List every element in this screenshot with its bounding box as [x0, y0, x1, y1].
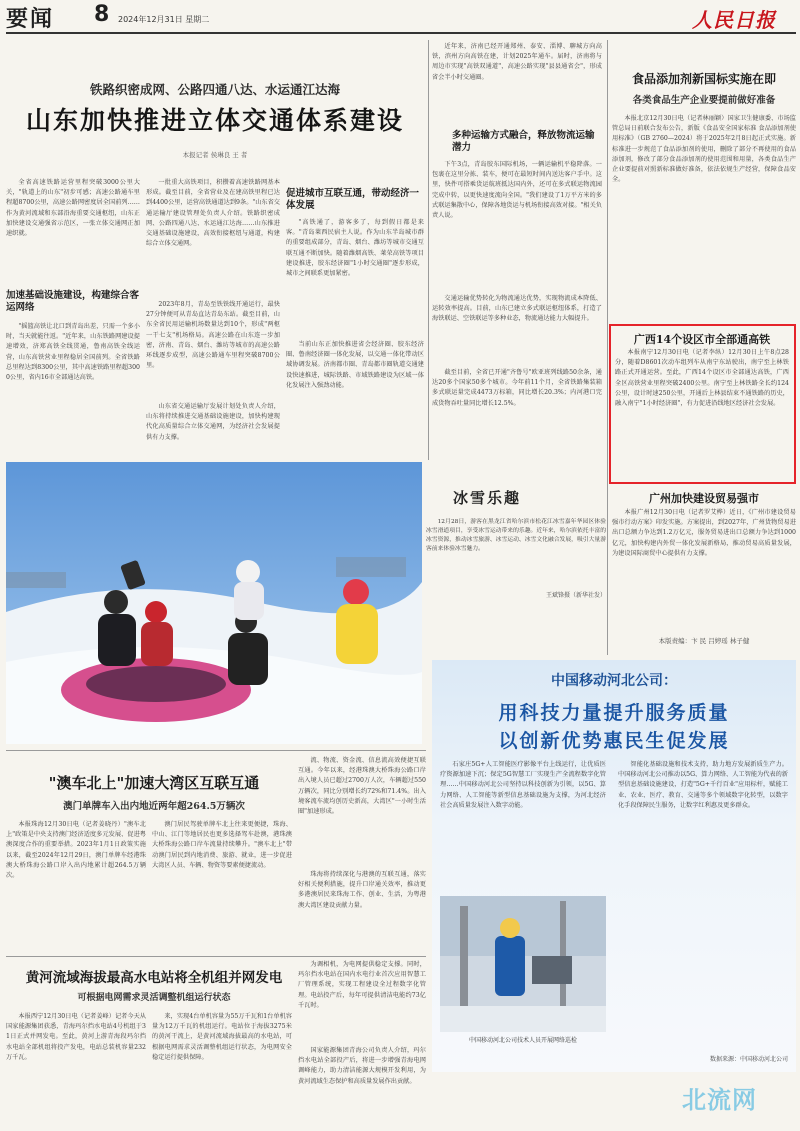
lead-column-4d: 截至目前，全省已开通"齐鲁号"欧亚班列线路50余条，通达20多个国家50多个城市。今年前11个月，全省铁路集装箱多式联运量完成4473万标箱，同比增长20.3%；内河港口完成货物吞吐量同比增长12.5%。	[432, 369, 602, 407]
lead-intro: 全省高速铁路运营里程突破3000公里大关，"轨道上的山东"初步可感；高速公路通车里程超8700公里，高速公路网密度居全国前列……作为黄河流域和东部沿海重要交通枢纽，山东正加快建设交通强省示范区，一张立体交通网正加速织就。	[6, 179, 140, 238]
ad-headline-line-2: 以创新优势惠民生促发展	[498, 730, 730, 752]
highlighted-article-box	[609, 324, 796, 484]
lead-column-2c: 山东省交通运输厅发展计划处负责人介绍，山东将持续推进交通基础设施建设，加快构建现代化高质量综合立体交通网，为经济社会发展提供有力支撑。	[146, 403, 280, 441]
lead-column-4b: 下午3点，青岛胶东国际机场，一辆运输机平稳降落。一包裹在这里分拣、装车，便可在最短时间内送达客户手中。这里，快件可搭乘货运航班抵达国内外，还可在多式联运物流园完成中转，以更快速度流向全国。"我们建设了1万平方米的多式联运集散中心，保障各地货运与机场衔接高效对接。"相关负责人说。	[432, 161, 602, 220]
hydro-column-3: 为调相机，为电网提供稳定支撑。同时，玛尔挡水电站在国内水电行业首次应用智慧工厂管理系统，实现工程建设全过程数字化管理。电站投产后，每年可提供清洁电能约73亿千瓦时。	[298, 961, 426, 1009]
lead-column-2: 一批重大高铁项目，积攒着高速铁路网基本形成。截至目前，全省营业及在建高铁里程已达到4400公里，运营高铁通道达到9条。"山东省交通运输厅建设管理处负责人介绍。铁路织密成网、公路四通八达、水运通江达海……山东推进交通基础设施建设，高效衔接枢纽与通道，构建综合立体交通网。	[146, 179, 280, 248]
newspaper-logo: 人民日报	[692, 8, 776, 32]
macau-column-4: 珠海将持续深化与港澳的互联互通，落实好相关便利措施，提升口岸通关效率，推动更多港澳居民来珠海工作、创业、生活，为粤港澳大湾区建设贡献力量。	[298, 871, 426, 909]
snow-photo-title: 冰雪乐趣	[453, 489, 522, 507]
food-body: 本报北京12月30日电（记者林丽颖）国家卫生健康委、市场监管总局日前联合发布公告，新版《食品安全国家标准 食品添加剂使用标准》（GB 2760—2024）将于2025年2月8日起正式实施。新标准进一步规范了食品添加剂的使用，删除了部分不再使用的食品添加剂，修改了部分食品添加剂的使用范围和用量，各类食品生产企业要提前对照新标准做好准备，依法依规生产经营，保障食品安全。	[612, 115, 796, 184]
snow-photo-illustration	[6, 462, 422, 744]
header-rule	[6, 32, 796, 34]
lead-column-3: "高铁通了，游客多了，每到假日都是来客。"青岛莱西民宿主人说。作为山东半岛城市群的重要组成部分，青岛、烟台、潍坊等城市交通互联互通不断加快。随着潍烟高铁、莱荣高铁等项目建设推进，胶东经济圈"1小时交通圈"逐步形成，城市之间联系更加紧密。	[286, 219, 424, 278]
snow-photo-credit: 王斌锋摄（新华社发）	[545, 592, 606, 599]
lead-column-4c: 交通运输优势转化为物流通达优势，实现物流成本降低、运转效率提高。目前，山东已建立多式联运枢纽体系，打造了海铁联运、空铁联运等多种业态，物流通达能力大幅提升。	[432, 295, 602, 323]
column-divider	[607, 40, 608, 655]
lead-column-2b: 2023年8月，青岛至铁铁线开通运行，最快27分钟便可从青岛直达青岛东站。截至目前，山东全省民用运输机场数量达到10个，形成"两枢一干七支"机场格局。高速公路在山东连一步加密，济南、青岛、烟台、潍坊等城市的高速公路环线逐步成型，高速公路通车里程突破8700公里。	[146, 301, 280, 370]
site-watermark: 北流网	[682, 1086, 757, 1114]
hydro-column-2: 来，实现4台单机容量为55万千瓦和1台单机容量为12万千瓦的机组运行。电站位于海拔3275米的黄河干流上，是黄河流域海拔最高的水电站，可根据电网需求灵活调整机组运行状态，为电网安全稳定运行提供保障。	[152, 1013, 292, 1061]
lead-column-1: "摇篮高铁让北口到青岛出差，只需一个多小时，当天就能往返。"近年来，山东铁路网建设提速增效，济郑高铁全线贯通，鲁南高铁全线运营，山东高铁营业里程稳居全国前列。全省铁路总里程达到8300公里，其中高速铁路里程超3000公里，省内16市全部通达高铁。	[6, 323, 140, 382]
guangxi-headline: 广西14个设区市全部通高铁	[633, 333, 771, 346]
section-rule	[6, 956, 426, 957]
hydro-subheadline: 可根据电网需求灵活调整机组运行状态	[77, 993, 231, 1003]
hydro-column-4: 国家能源集团青海公司负责人介绍，玛尔挡水电站全部投产后，将进一步增强青海电网调峰能力，助力清洁能源大规模开发利用，为黄河流域生态保护和高质量发展作出贡献。	[298, 1047, 426, 1085]
guangzhou-body: 本报广州12月30日电（记者罗艾桦）近日，《广州市建设贸易强市行动方案》印发实施。方案提出，到2027年，广州货物贸易进出口总额力争达到1.2万亿元，服务贸易进出口总额力争达到1000亿元，加快构建内外贸一体化发展新格局，推动贸易高质量发展，为建设国际商贸中心提供有力支撑。	[612, 509, 796, 557]
ad-headline-company: 中国移动河北公司：	[551, 673, 677, 689]
macau-headline: "澳车北上"加速大湾区互联互通	[48, 774, 260, 792]
guangxi-body: 本报南宁12月30日电（记者李纵）12月30日上午8点28分，随着D8601次动车组列车从南宁东站驶出，南宁至上林铁路正式开通运营。至此，广西14个设区市全部通达高铁，广西全区高铁营业里程突破2400公里。南宁至上林铁路全长约124公里，设计时速250公里，开通后上林县结束不通铁路的历史，融入南宁"1小时经济圈"，有力促进沿线地区经济社会发展。	[615, 349, 789, 408]
ad-photo	[440, 896, 606, 1032]
lead-subhead-2: 促进城市互联互通，带动经济一体发展	[286, 188, 420, 211]
lead-byline: 本报记者 侯琳良 王 者	[182, 151, 248, 159]
section-rule	[6, 750, 426, 751]
ad-photo-caption: 中国移动河北公司技术人员开展网络巡检	[468, 1037, 577, 1044]
ad-headline-line-1: 用科技力量提升服务质量	[498, 702, 730, 724]
lead-kicker: 铁路织密成网、公路四通八达、水运通江达海	[89, 82, 340, 97]
ad-photo-illustration	[440, 896, 606, 1032]
ad-source-credit: 数据来源：中国移动河北公司	[709, 1056, 788, 1063]
lead-column-4: 近年来，济南已经开通郑州、泰安、淄博、聊城方向高铁，滨州方向高铁在建，计划2025年通车。届时，济南将与周边市实现"高铁双通道"，高速公路实现"县县通省会"，形成省会半小时交通圈。	[432, 43, 602, 81]
food-subheadline: 各类食品生产企业要提前做好准备	[632, 95, 776, 106]
lead-headline: 山东加快推进立体交通体系建设	[25, 106, 404, 135]
food-headline: 食品添加剂新国标实施在即	[631, 72, 776, 86]
issue-date: 2024年12月31日 星期二	[118, 15, 210, 24]
page-number: 8	[94, 2, 110, 27]
macau-column-1: 本报珠海12月30日电（记者姜晓丹）"澳车北上"政策是中央支持澳门经济适度多元发展、促进粤澳深度合作的重要举措。2023年1月1日政策实施以来，截至2024年12月29日，澳门单牌车经港珠澳大桥珠海公路口岸入出内地累计超264.5万辆次。	[6, 821, 146, 880]
snow-photo-caption: 12月28日，游客在黑龙江省哈尔滨市松花江冰雪嘉年华园区体验冰雪滑道项目，享受冰雪运动带来的乐趣。近年来，哈尔滨依托丰富的冰雪资源，推动冰雪旅游、冰雪运动、冰雪文化融合发展，吸引大量游客前来体验冰雪魅力。	[426, 519, 606, 552]
advertorial-panel	[432, 660, 796, 1072]
lead-column-3b: 当前山东正加快推进省会经济圈、胶东经济圈、鲁南经济圈一体化发展，以交通一体化带动区域协调发展。济南都市圈、青岛都市圈轨道交通建设快速推进，城际铁路、市域铁路建设为区域一体化发展注入强劲动能。	[286, 341, 424, 389]
hydro-headline: 黄河流域海拔最高水电站将全机组并网发电	[25, 970, 283, 986]
macau-column-2: 澳门居民驾驶单牌车北上往来更便捷，珠海、中山、江门等地居民也更多选择驾车赴澳，港珠澳大桥珠海公路口岸车流量持续攀升。"澳车北上"带动澳门居民到内地消费、旅游、就业，进一步促进大湾区人员、车辆、物资等要素便捷流动。	[152, 821, 292, 869]
ad-column-1: 石家庄5G+人工智能医疗影像平台上线运行，让优质医疗资源加速下沉；保定5G智慧工厂实现生产全流程数字化管理……中国移动河北公司坚持以科技创新为引领，以5G、算力网络、人工智能等新型信息基础设施为支撑，为河北经济社会高质量发展注入数字动能。	[440, 761, 606, 809]
macau-subheadline: 澳门单牌车入出内地近两年超264.5万辆次	[63, 801, 245, 812]
lead-subhead-3: 多种运输方式融合，释放物流运输潜力	[452, 130, 595, 153]
ad-column-2: 智能化基础设施和技术支持，助力地方发展新质生产力。中国移动河北公司推动以5G、算力网络、人工智能为代表的新型信息基础设施建设，打造"5G+千行百业"应用标杆，赋能工业、农业、医疗、教育、交通等多个领域数字化转型，以数字化手段保障民生服务，让数字红利惠及更多群众。	[618, 761, 788, 809]
macau-column-3: 流、物流、资金流、信息流高效便捷互联互通。今年以来，经港珠澳大桥珠海公路口岸出入境人员已超过2700万人次，车辆超过550万辆次，同比分别增长约72%和71.4%。出入境客流车流均创历史新高，大湾区"一小时生活圈"加速形成。	[298, 757, 426, 816]
guangzhou-headline: 广州加快建设贸易强市	[649, 492, 759, 505]
snow-photo	[6, 462, 422, 744]
hydro-column-1: 本报西宁12月30日电（记者姜峰）记者今天从国家能源集团获悉，青海玛尔挡水电站4号机组于31日正式并网发电。至此，黄河上游青海段玛尔挡水电站全部机组将投产发电，电站总装机容量232万千瓦。	[6, 1013, 146, 1061]
section-title: 要闻	[6, 7, 55, 32]
lead-subhead-1: 加速基础设施建设，构建综合客运网络	[6, 290, 140, 313]
page-editors: 本版责编：卞 民 吕婷瑶 林子健	[658, 637, 750, 645]
